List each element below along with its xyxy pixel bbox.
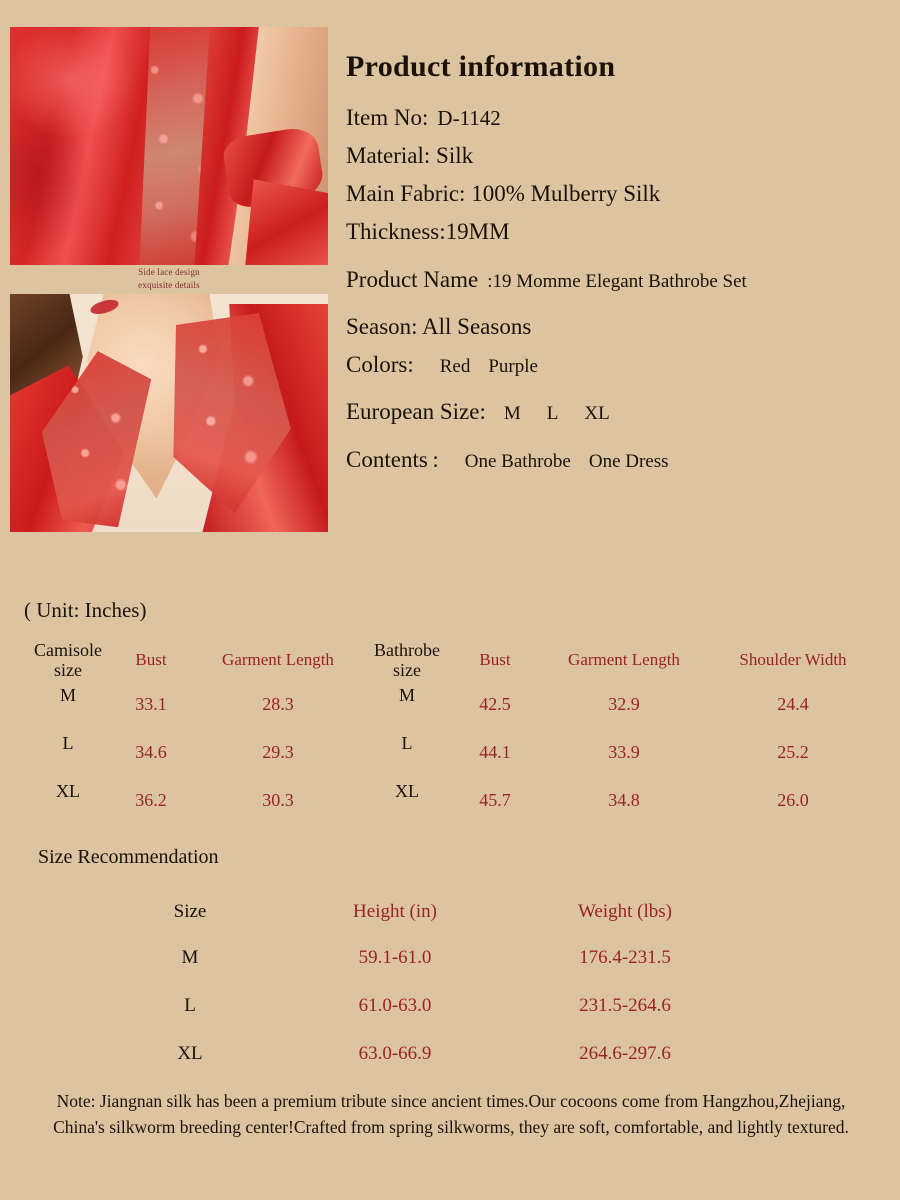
table-header-row bbox=[100, 890, 740, 934]
cell-rec-height: 59.1-61.0 bbox=[358, 947, 432, 968]
cell-bathrobe-length: 32.9 bbox=[608, 693, 640, 714]
cell-bathrobe-size: M bbox=[398, 684, 415, 705]
header-bathrobe-size-line2: size bbox=[393, 660, 421, 681]
contents-value-bathrobe: One Bathrobe bbox=[464, 450, 571, 472]
info-row-colors bbox=[346, 351, 894, 378]
measurement-table bbox=[26, 640, 878, 824]
table-row bbox=[26, 728, 878, 776]
cell-bathrobe-size: L bbox=[401, 732, 413, 753]
cell-rec-weight: 176.4-231.5 bbox=[579, 947, 671, 968]
cell-rec-weight: 264.6-297.6 bbox=[579, 1043, 671, 1064]
cell-camisole-length: 29.3 bbox=[262, 741, 294, 762]
photo-caption-line-1: Side lace design bbox=[138, 267, 200, 277]
header-bathrobe-bust: Bust bbox=[479, 650, 511, 670]
cell-camisole-length: 28.3 bbox=[262, 693, 294, 714]
header-bathrobe-shoulder: Shoulder Width bbox=[739, 650, 847, 670]
cell-camisole-size: L bbox=[62, 732, 74, 753]
cell-camisole-length: 30.3 bbox=[262, 789, 294, 810]
photo-caption bbox=[10, 266, 328, 291]
header-camisole-length: Garment Length bbox=[222, 650, 334, 670]
info-row-thickness bbox=[346, 218, 894, 245]
product-name-colon: : bbox=[487, 270, 493, 292]
cell-camisole-size: M bbox=[59, 684, 76, 705]
table-row bbox=[100, 934, 740, 982]
colors-label: Colors: bbox=[346, 352, 414, 378]
info-row-european-size bbox=[346, 398, 894, 425]
product-photo-side-lace bbox=[10, 27, 328, 265]
header-rec-weight: Weight (lbs) bbox=[578, 901, 672, 922]
cell-bathrobe-shoulder: 26.0 bbox=[777, 789, 809, 810]
table-row bbox=[26, 776, 878, 824]
cell-rec-size: XL bbox=[177, 1043, 203, 1064]
contents-value-dress: One Dress bbox=[588, 450, 669, 472]
european-size-l: L bbox=[546, 403, 559, 425]
header-camisole-bust: Bust bbox=[135, 650, 167, 670]
header-bathrobe-size-line1: Bathrobe bbox=[374, 640, 440, 660]
product-name-value: 19 Momme Elegant Bathrobe Set bbox=[492, 270, 747, 292]
cell-rec-height: 61.0-63.0 bbox=[358, 995, 432, 1016]
cell-bathrobe-length: 34.8 bbox=[608, 789, 640, 810]
unit-label: ( Unit: Inches) bbox=[24, 598, 147, 622]
colors-value-red: Red bbox=[439, 356, 471, 378]
season-text: Season: All Seasons bbox=[346, 313, 532, 339]
cell-camisole-bust: 33.1 bbox=[135, 693, 167, 714]
header-camisole-size-line2: size bbox=[54, 660, 82, 681]
cell-bathrobe-length: 33.9 bbox=[608, 741, 640, 762]
european-size-label: European Size: bbox=[346, 399, 486, 425]
size-recommendation-table bbox=[100, 890, 740, 1078]
item-no-label: Item No: bbox=[346, 105, 429, 130]
header-camisole-size-line1: Camisole bbox=[34, 640, 102, 660]
product-name-label: Product Name bbox=[346, 266, 479, 292]
header-bathrobe-length: Garment Length bbox=[568, 650, 680, 670]
info-row-product-name bbox=[346, 266, 894, 293]
info-row-contents bbox=[346, 446, 894, 473]
cell-camisole-bust: 34.6 bbox=[135, 741, 167, 762]
photo-caption-line-2: exquisite details bbox=[138, 279, 200, 290]
photo-sleeve-drape bbox=[245, 179, 328, 265]
page-title: Product information bbox=[346, 50, 616, 83]
cell-rec-size: L bbox=[184, 995, 196, 1016]
size-recommendation-title: Size Recommendation bbox=[38, 846, 219, 868]
info-row-material bbox=[346, 142, 894, 169]
colors-value-purple: Purple bbox=[488, 356, 538, 378]
item-no-value: D-1142 bbox=[437, 106, 501, 130]
cell-bathrobe-shoulder: 25.2 bbox=[777, 741, 809, 762]
cell-bathrobe-bust: 44.1 bbox=[479, 741, 511, 762]
footer-note: Note: Jiangnan silk has been a premium tribute since ancient times.Our cocoons come from Hangzhou,Zhejiang, China's silkworm breeding center!Crafted from spring silkworms, they are soft, comfortable, and lightly textured. bbox=[53, 1091, 849, 1137]
header-rec-height: Height (in) bbox=[353, 901, 437, 922]
cell-bathrobe-bust: 45.7 bbox=[479, 789, 511, 810]
header-rec-size: Size bbox=[173, 901, 207, 922]
cell-bathrobe-size: XL bbox=[395, 780, 419, 801]
european-size-xl: XL bbox=[584, 403, 610, 425]
cell-bathrobe-bust: 42.5 bbox=[479, 693, 511, 714]
cell-rec-weight: 231.5-264.6 bbox=[579, 995, 671, 1016]
thickness-text: Thickness:19MM bbox=[346, 219, 510, 245]
table-header-row bbox=[26, 640, 878, 680]
material-text: Material: Silk bbox=[346, 143, 474, 169]
product-information-block bbox=[346, 52, 894, 484]
info-row-item-no bbox=[346, 104, 894, 131]
contents-label: Contents : bbox=[346, 446, 439, 472]
table-row bbox=[100, 1030, 740, 1078]
table-row bbox=[26, 680, 878, 728]
cell-camisole-size: XL bbox=[56, 780, 80, 801]
info-row-season bbox=[346, 313, 894, 340]
info-row-main-fabric bbox=[346, 180, 894, 207]
table-row bbox=[100, 982, 740, 1030]
product-photo-neckline bbox=[10, 294, 328, 532]
cell-camisole-bust: 36.2 bbox=[135, 789, 167, 810]
cell-rec-height: 63.0-66.9 bbox=[358, 1043, 432, 1064]
main-fabric-text: Main Fabric: 100% Mulberry Silk bbox=[346, 181, 661, 207]
cell-bathrobe-shoulder: 24.4 bbox=[777, 693, 809, 714]
european-size-m: M bbox=[503, 403, 521, 425]
cell-rec-size: M bbox=[181, 947, 199, 968]
